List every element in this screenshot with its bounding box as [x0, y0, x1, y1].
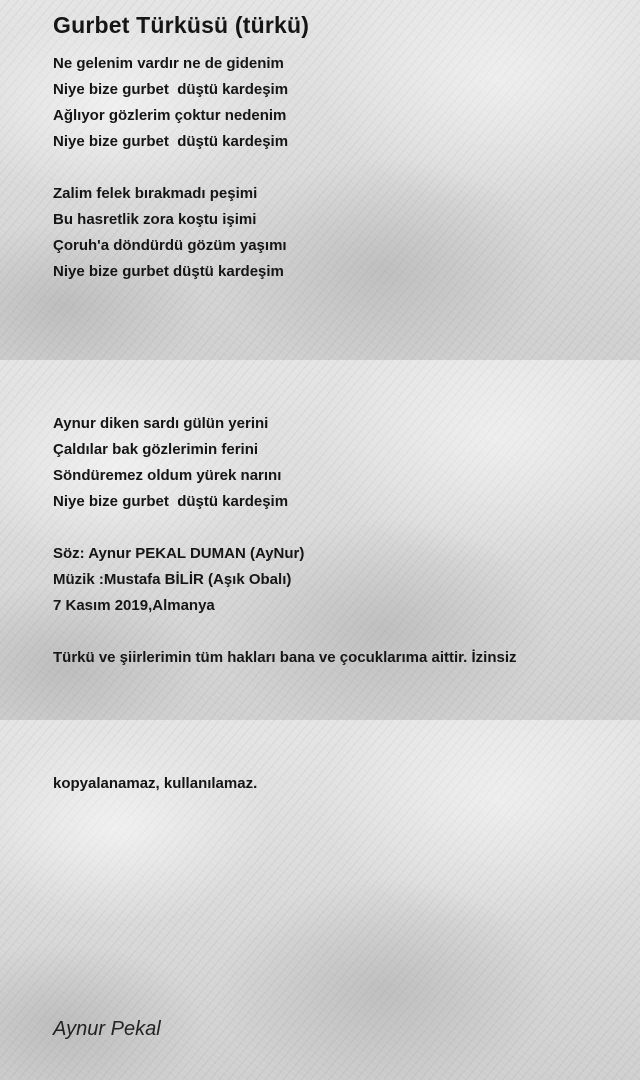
poem-line: Bu hasretlik zora koştu işimi — [53, 211, 257, 228]
copyright-line: Türkü ve şiirlerimin tüm hakları bana ve çocuklarıma aittir. İzinsiz — [53, 649, 517, 666]
author-signature: Aynur Pekal — [53, 1018, 161, 1040]
copyright-notice-start — [53, 645, 517, 671]
credits — [53, 541, 304, 619]
poem-line: Söndüremez oldum yürek narını — [53, 467, 282, 484]
poem-line: Çoruh'a döndürdü gözüm yaşımı — [53, 237, 287, 254]
stanza-2 — [53, 181, 287, 285]
music-credit: Müzik :Mustafa BİLİR (Aşık Obalı) — [53, 571, 292, 588]
poem-line: Niye bize gurbet düştü kardeşim — [53, 263, 284, 280]
copyright-notice-end — [53, 771, 257, 797]
poem-title: Gurbet Türküsü (türkü) — [53, 12, 310, 38]
date-location: 7 Kasım 2019,Almanya — [53, 597, 215, 614]
stanza-1 — [53, 51, 288, 155]
poem-line: Aynur diken sardı gülün yerini — [53, 415, 269, 432]
poem-line: Niye bize gurbet düştü kardeşim — [53, 493, 289, 510]
lyrics-credit: Söz: Aynur PEKAL DUMAN (AyNur) — [53, 545, 305, 562]
poem-line: Niye bize gurbet düştü kardeşim — [53, 81, 289, 98]
poem-line: Zalim felek bırakmadı peşimi — [53, 185, 258, 202]
stanza-3 — [53, 411, 288, 515]
poem-line: Ağlıyor gözlerim çoktur nedenim — [53, 107, 287, 124]
copyright-line: kopyalanamaz, kullanılamaz. — [53, 775, 258, 792]
poem-line: Niye bize gurbet düştü kardeşim — [53, 133, 289, 150]
poem-line: Ne gelenim vardır ne de gidenim — [53, 55, 284, 72]
poem-line: Çaldılar bak gözlerimin ferini — [53, 441, 259, 458]
